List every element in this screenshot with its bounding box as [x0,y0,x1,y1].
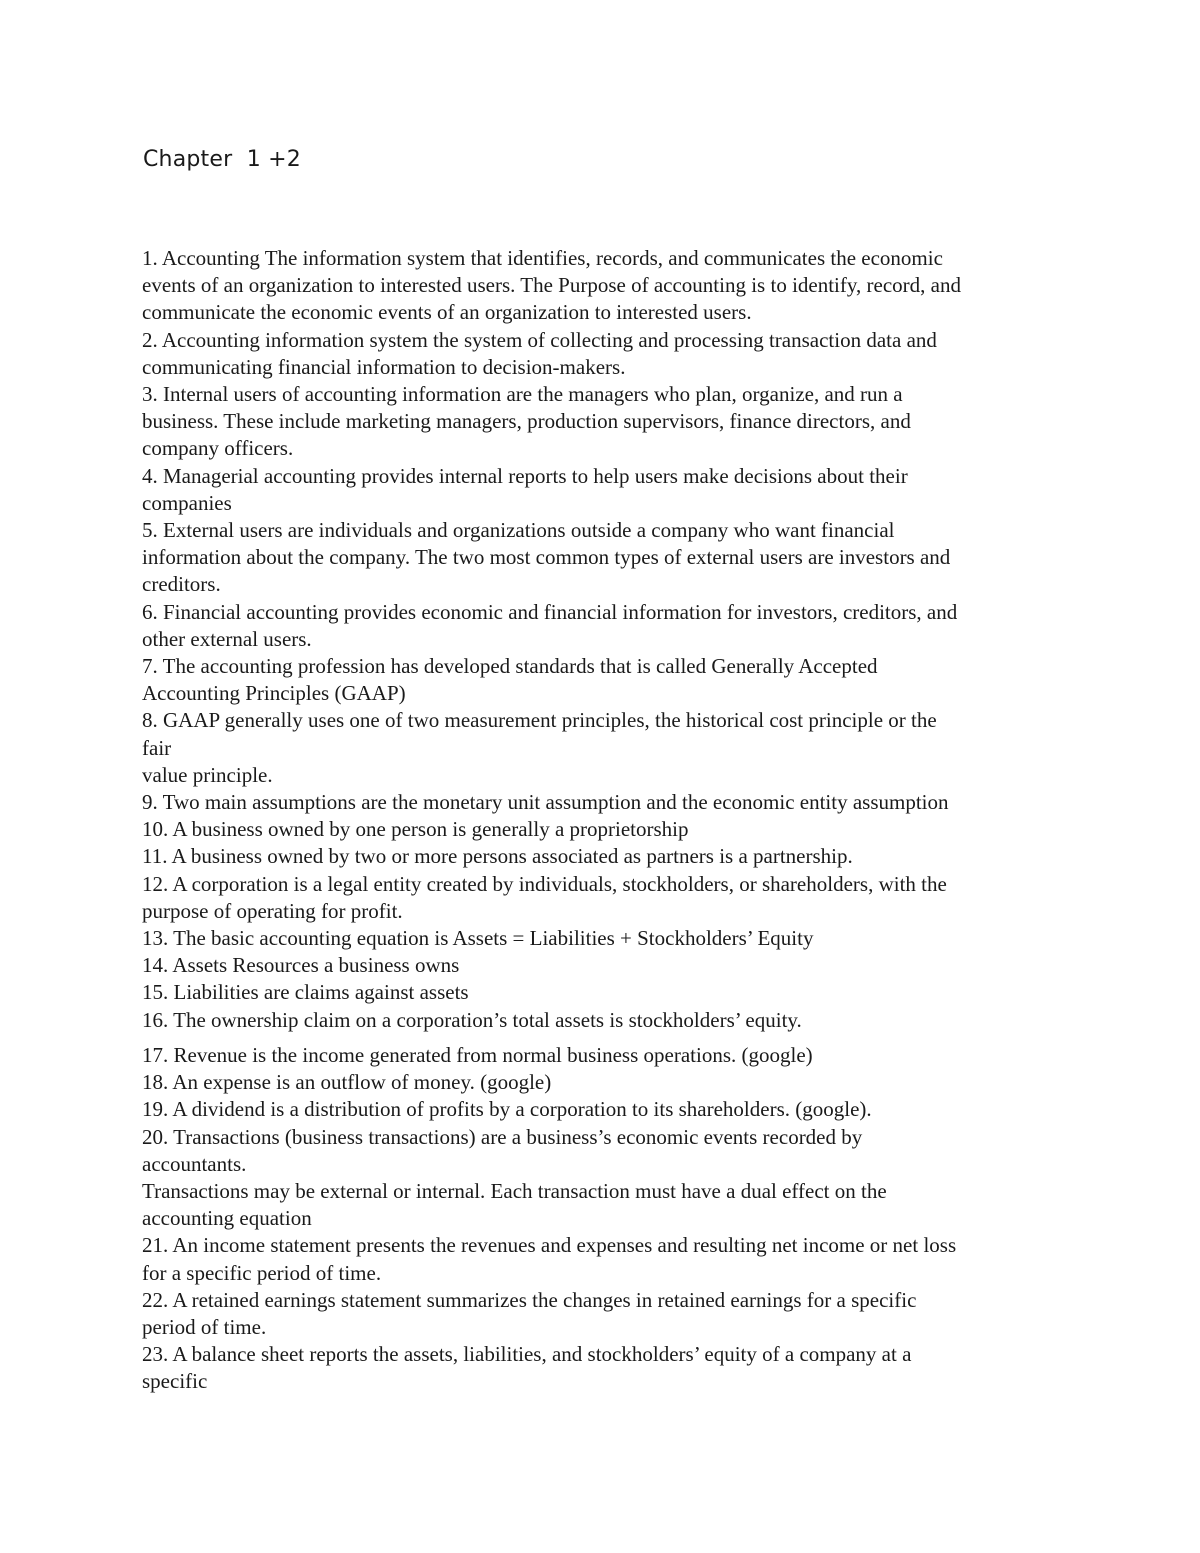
text-line: communicating financial information to decision-makers. [142,354,626,379]
text-line: fair [142,735,172,760]
text-line: 21. An income statement presents the revenues and expenses and resulting net income or net loss [142,1233,957,1258]
text-line: accounting equation [142,1206,312,1231]
text-line: business. These include marketing managers, production supervisors, finance directors, and [142,409,911,434]
text-line: 8. GAAP generally uses one of two measurement principles, the historical cost principle or the [142,708,937,733]
text-line: creditors. [142,572,221,597]
text-line: 12. A corporation is a legal entity created by individuals, stockholders, or shareholders, with the [142,871,947,896]
text-line: 2. Accounting information system the system of collecting and processing transaction data and [142,327,937,352]
text-line: information about the company. The two most common types of external users are investors and [142,545,951,570]
text-line: value principle. [142,762,273,787]
text-line: 20. Transactions (business transactions) are a business’s economic events recorded by [142,1124,863,1149]
text-line: Accounting Principles (GAAP) [142,681,406,706]
text-line: 15. Liabilities are claims against assets [142,980,469,1005]
text-line: 23. A balance sheet reports the assets, liabilities, and stockholders’ equity of a company at a [142,1342,912,1367]
text-line: 7. The accounting profession has developed standards that is called Generally Accepted [142,654,878,679]
text-line: companies [142,490,232,515]
text-line: 16. The ownership claim on a corporation’s total assets is stockholders’ equity. [142,1007,802,1032]
text-line: other external users. [142,626,312,651]
text-line: for a specific period of time. [142,1260,382,1285]
text-line: 17. Revenue is the income generated from normal business operations. (google) [142,1042,813,1067]
text-line: 19. A dividend is a distribution of profits by a corporation to its shareholders. (google). [142,1097,872,1122]
page-title: Chapter 1 +2 [143,147,301,172]
text-line: specific [142,1369,208,1394]
text-line: 14. Assets Resources a business owns [142,953,460,978]
text-line: 22. A retained earnings statement summarizes the changes in retained earnings for a specific [142,1287,917,1312]
text-line: events of an organization to interested users. The Purpose of accounting is to identify, record, and [142,273,961,298]
text-line: 6. Financial accounting provides economic and financial information for investors, creditors, and [142,599,958,624]
text-line: communicate the economic events of an organization to interested users. [142,300,752,325]
document-body [142,245,1067,1396]
text-line: 3. Internal users of accounting information are the managers who plan, organize, and run a [142,382,903,407]
text-line: company officers. [142,436,294,461]
text-line: 13. The basic accounting equation is Assets = Liabilities + Stockholders’ Equity [142,926,814,951]
text-line: 10. A business owned by one person is generally a proprietorship [142,817,689,842]
text-line: 18. An expense is an outflow of money. (google) [142,1070,552,1095]
text-line: 1. Accounting The information system that identifies, records, and communicates the economic [142,246,943,270]
text-line: 4. Managerial accounting provides internal reports to help users make decisions about their [142,463,908,488]
text-line: purpose of operating for profit. [142,898,403,923]
text-line: 9. Two main assumptions are the monetary unit assumption and the economic entity assumption [142,790,949,815]
text-line: period of time. [142,1314,267,1339]
text-line: accountants. [142,1151,247,1176]
text-line: 11. A business owned by two or more persons associated as partners is a partnership. [142,844,853,869]
text-line: 5. External users are individuals and organizations outside a company who want financial [142,518,895,543]
text-line: Transactions may be external or internal. Each transaction must have a dual effect on the [142,1178,887,1203]
